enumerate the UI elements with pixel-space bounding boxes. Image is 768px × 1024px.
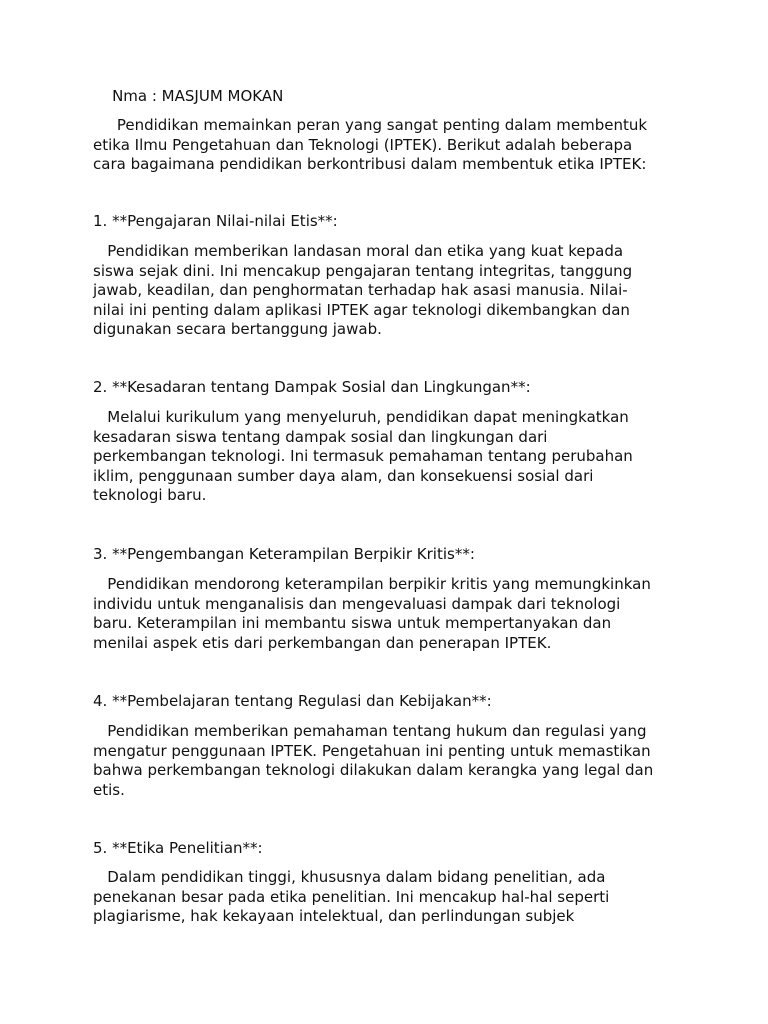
section-heading-4: 4. **Pembelajaran tentang Regulasi dan Kebijakan**: (93, 692, 492, 710)
section-heading-1: 1. **Pengajaran Nilai-nilai Etis**: (93, 212, 338, 230)
body-line: iklim, penggunaan sumber daya alam, dan konsekuensi sosial dari (93, 466, 594, 485)
body-line: baru. Keterampilan ini membantu siswa untuk mempertanyakan dan (93, 614, 612, 633)
section-body-5 (93, 868, 683, 927)
section-body-4 (93, 722, 683, 800)
document-page (93, 0, 683, 1024)
body-line: perkembangan teknologi. Ini termasuk pemahaman tentang perubahan (93, 447, 633, 466)
body-line: bahwa perkembangan teknologi dilakukan dalam kerangka yang legal dan (93, 761, 654, 780)
body-line: Melalui kurikulum yang menyeluruh, pendidikan dapat meningkatkan (93, 408, 629, 426)
body-line: jawab, keadilan, dan penghormatan terhadap hak asasi manusia. Nilai- (93, 281, 628, 300)
section-heading-2: 2. **Kesadaran tentang Dampak Sosial dan Lingkungan**: (93, 378, 531, 396)
body-line: individu untuk menganalisis dan mengevaluasi dampak dari teknologi (93, 594, 621, 613)
body-line: Pendidikan memberikan landasan moral dan etika yang kuat kepada (93, 242, 624, 260)
section-body-1 (93, 242, 683, 340)
intro-line: Pendidikan memainkan peran yang sangat penting dalam membentuk (93, 116, 648, 134)
body-line: mengatur penggunaan IPTEK. Pengetahuan ini penting untuk memastikan (93, 741, 651, 760)
body-line: digunakan secara bertanggung jawab. (93, 320, 382, 339)
body-line: siswa sejak dini. Ini mencakup pengajaran tentang integritas, tanggung (93, 261, 633, 280)
body-line: Pendidikan memberikan pemahaman tentang hukum dan regulasi yang (93, 722, 647, 740)
section-heading-5: 5. **Etika Penelitian**: (93, 839, 263, 857)
section-heading-3: 3. **Pengembangan Keterampilan Berpikir Kritis**: (93, 545, 475, 563)
body-line: Dalam pendidikan tinggi, khususnya dalam bidang penelitian, ada (93, 868, 606, 886)
section-body-3 (93, 575, 683, 653)
intro-line: etika Ilmu Pengetahuan dan Teknologi (IPTEK). Berikut adalah beberapa (93, 135, 633, 154)
intro-paragraph (93, 116, 683, 175)
body-line: Pendidikan mendorong keterampilan berpikir kritis yang memungkinkan (93, 575, 651, 593)
body-line: nilai ini penting dalam aplikasi IPTEK agar teknologi dikembangkan dan (93, 300, 630, 319)
body-line: penekanan besar pada etika penelitian. Ini mencakup hal-hal seperti (93, 887, 610, 906)
body-line: plagiarisme, hak kekayaan intelektual, dan perlindungan subjek (93, 907, 575, 926)
body-line: etis. (93, 780, 125, 799)
body-line: teknologi baru. (93, 486, 207, 505)
section-body-2 (93, 408, 683, 506)
author-name-line: Nma : MASJUM MOKAN (93, 87, 284, 105)
intro-line: cara bagaimana pendidikan berkontribusi dalam membentuk etika IPTEK: (93, 155, 647, 174)
body-line: kesadaran siswa tentang dampak sosial dan lingkungan dari (93, 427, 548, 446)
body-line: menilai aspek etis dari perkembangan dan penerapan IPTEK. (93, 633, 552, 652)
